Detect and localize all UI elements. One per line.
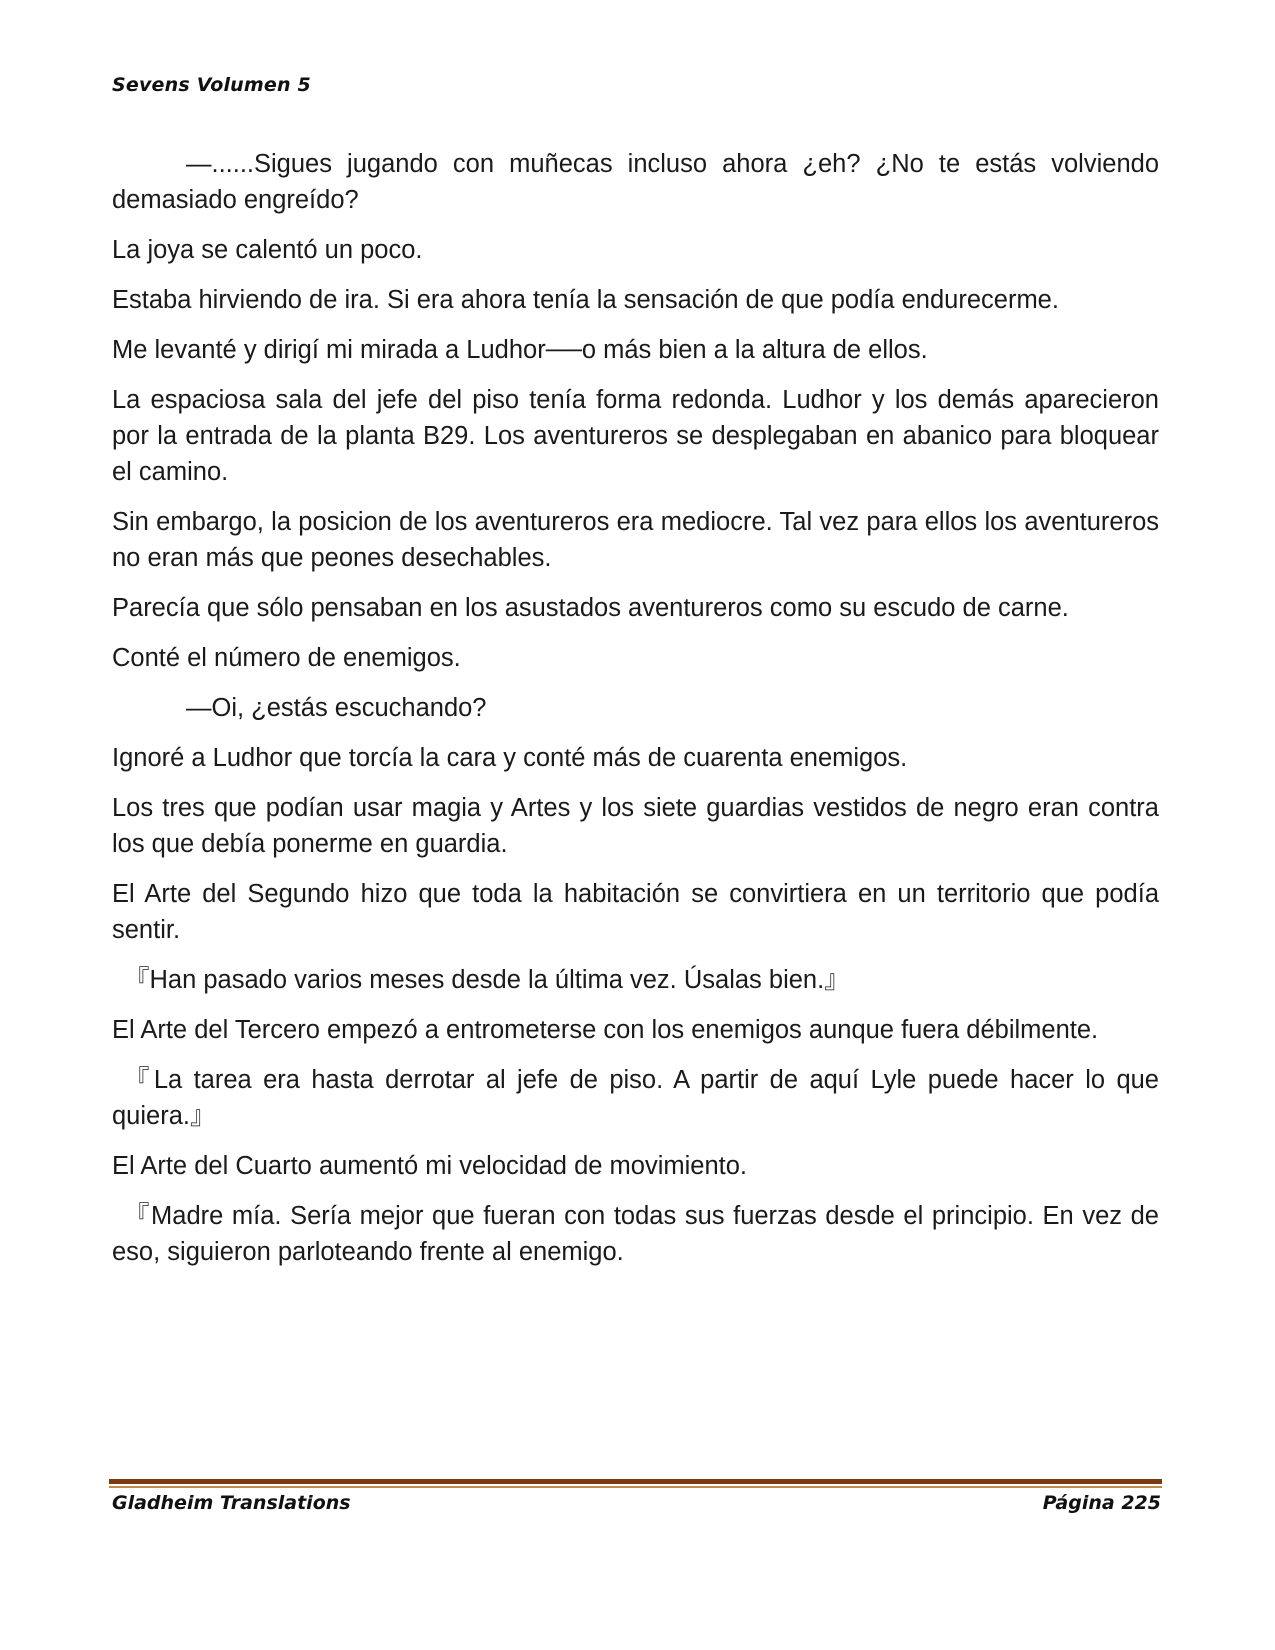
footer-divider: [109, 1479, 1162, 1488]
paragraph-1: —......Sigues jugando con muñecas incluso ahora ¿eh? ¿No te estás volviendo demasiado engreído?: [112, 150, 1159, 214]
footer-page-number: Página 225: [1042, 1492, 1161, 1514]
paragraph-5: La espaciosa sala del jefe del piso tenía forma redonda. Ludhor y los demás aparecieron por la entrada de la planta B29. Los aventureros se desplegaban en abanico para bloquear el camino.: [112, 386, 1159, 486]
paragraph-8: Conté el número de enemigos.: [112, 644, 461, 672]
paragraph-11: Los tres que podían usar magia y Artes y los siete guardias vestidos de negro eran contra los que debía ponerme en guardia.: [112, 794, 1159, 858]
paragraph-12: El Arte del Segundo hizo que toda la habitación se convirtiera en un territorio que podía sentir.: [112, 880, 1159, 944]
paragraph-10: Ignoré a Ludhor que torcía la cara y conté más de cuarenta enemigos.: [112, 744, 908, 772]
header-title: Sevens Volumen 5: [112, 74, 311, 96]
paragraph-4: Me levanté y dirigí mi mirada a Ludhor──o más bien a la altura de ellos.: [112, 336, 928, 364]
paragraph-3: Estaba hirviendo de ira. Si era ahora tenía la sensación de que podía endurecerme.: [112, 286, 1059, 314]
paragraph-16: El Arte del Cuarto aumentó mi velocidad de movimiento.: [112, 1152, 747, 1180]
paragraph-6: Sin embargo, la posicion de los aventureros era mediocre. Tal vez para ellos los aventureros no eran más que peones desechables.: [112, 508, 1159, 572]
paragraph-13: 『Han pasado varios meses desde la última vez. Úsalas bien.』: [124, 966, 850, 994]
paragraph-9: —Oi, ¿estás escuchando?: [186, 694, 487, 722]
paragraph-2: La joya se calentó un poco.: [112, 236, 423, 264]
footer-translator: Gladheim Translations: [112, 1492, 351, 1514]
paragraph-17: 『Madre mía. Sería mejor que fueran con todas sus fuerzas desde el principio. En vez de eso, siguieron parloteando frente al enemigo.: [112, 1202, 1159, 1266]
paragraph-14: El Arte del Tercero empezó a entrometerse con los enemigos aunque fuera débilmente.: [112, 1016, 1099, 1044]
page-body: [112, 146, 1159, 1284]
paragraph-7: Parecía que sólo pensaban en los asustados aventureros como su escudo de carne.: [112, 594, 1069, 622]
paragraph-15: 『La tarea era hasta derrotar al jefe de piso. A partir de aquí Lyle puede hacer lo que quiera.』: [112, 1066, 1159, 1130]
footer-divider-thin: [109, 1486, 1162, 1488]
